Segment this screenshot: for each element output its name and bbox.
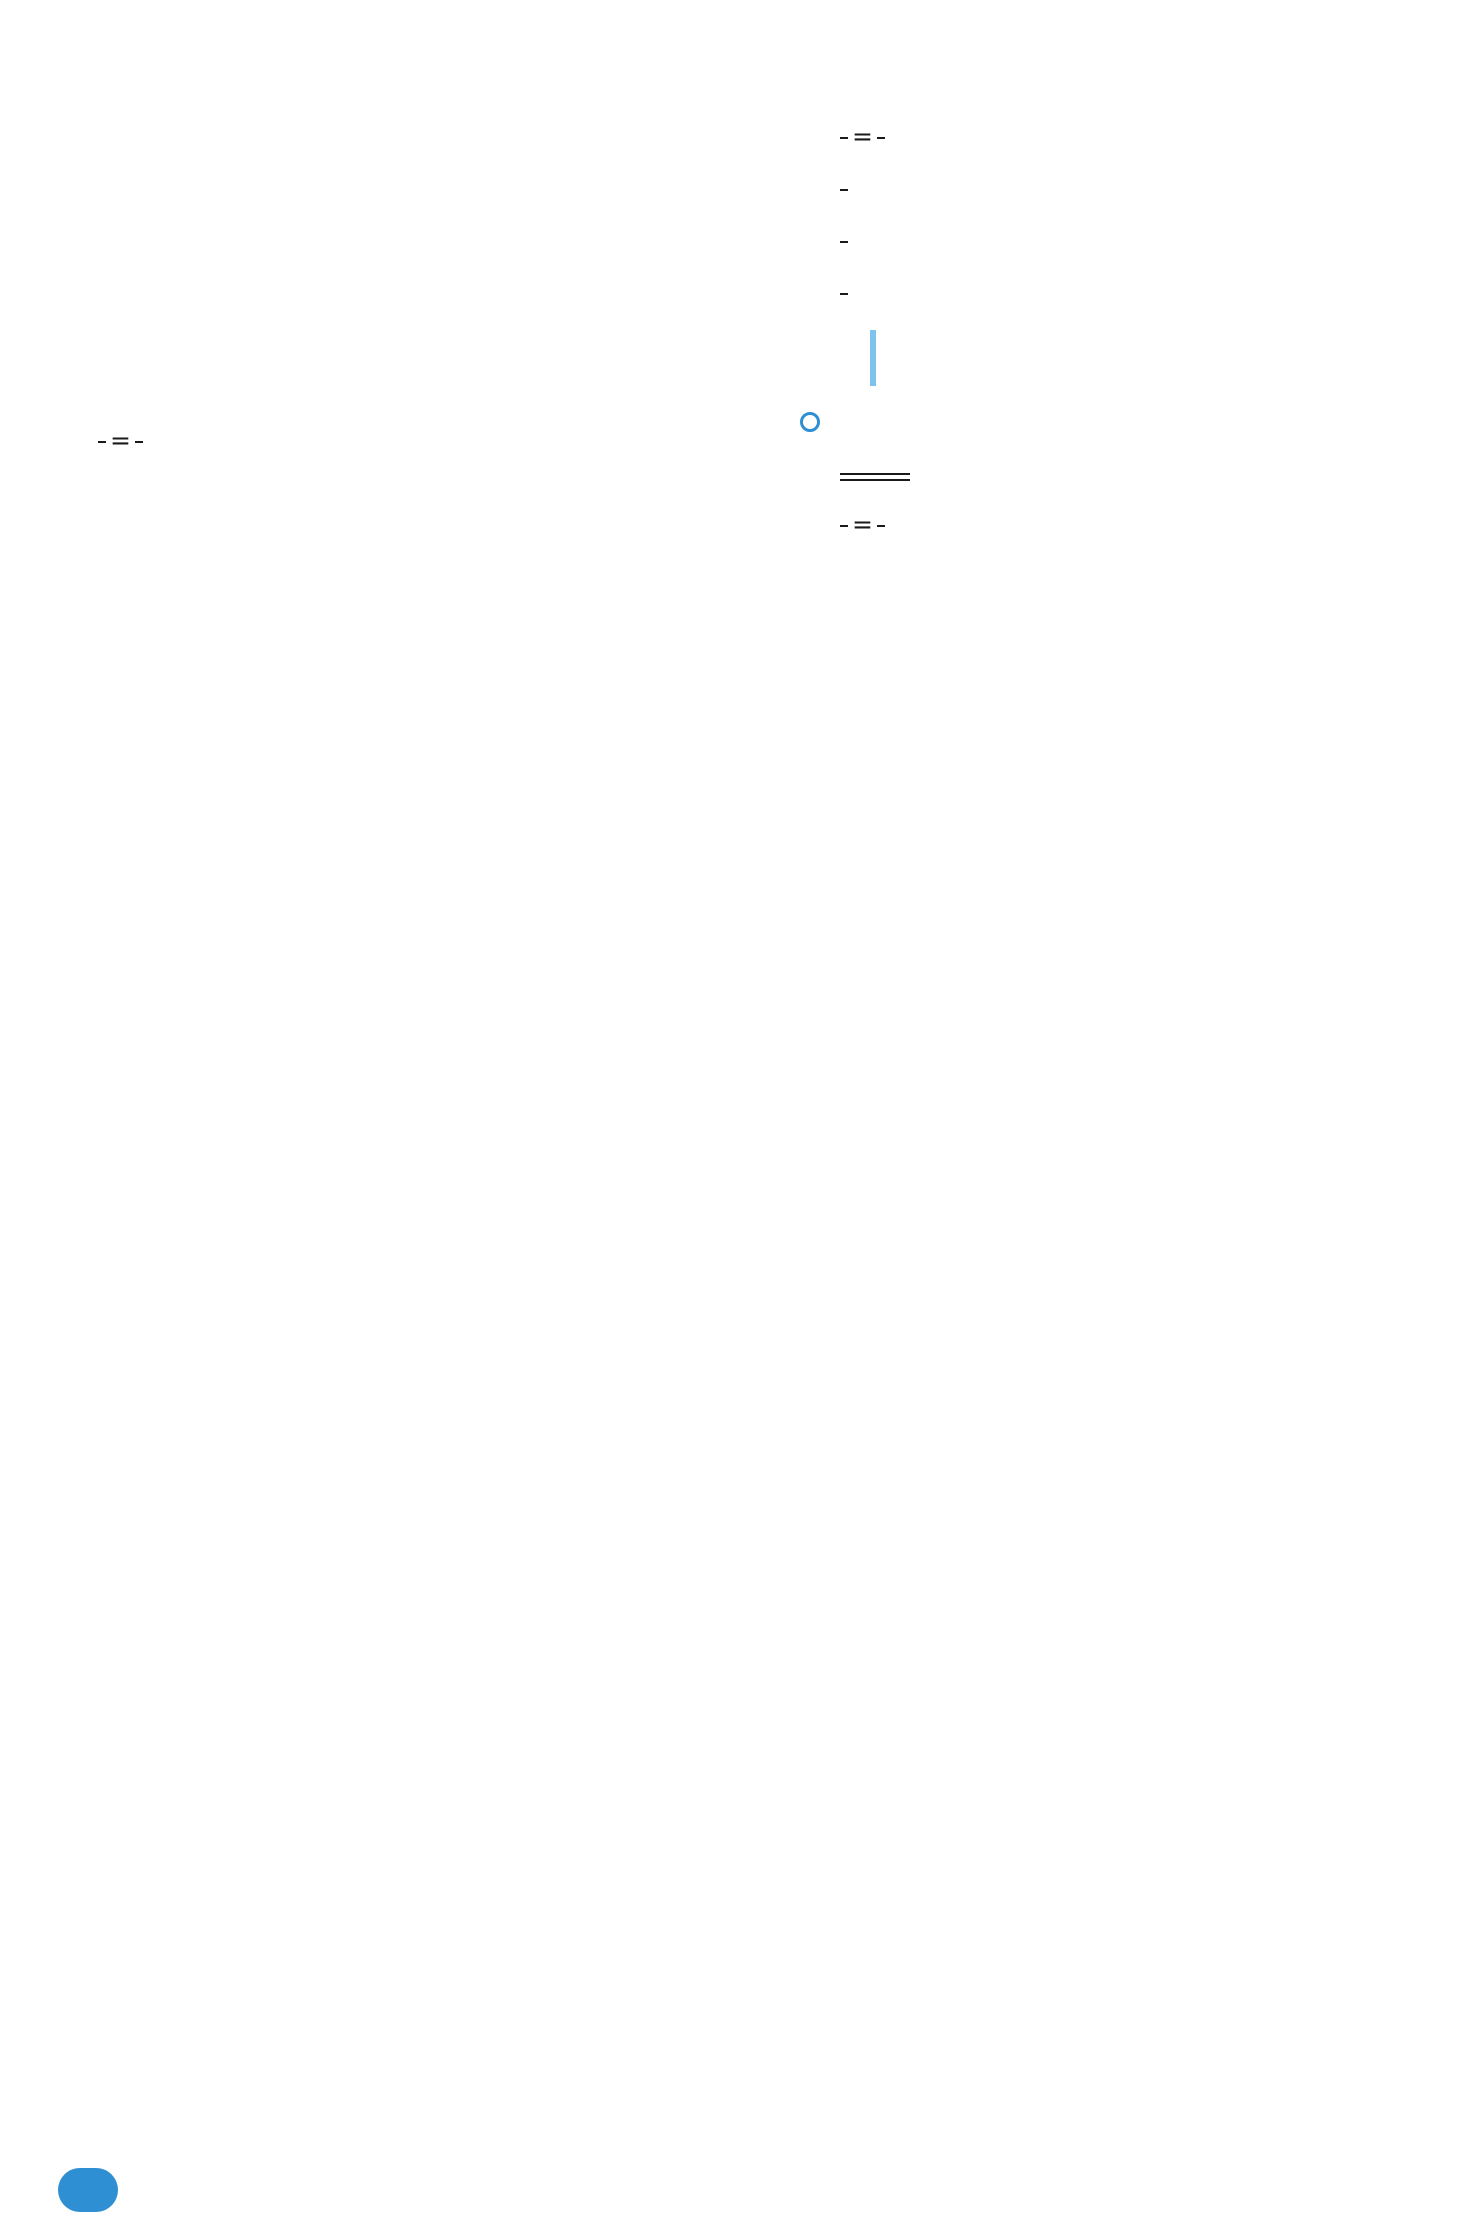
nacl-chart (58, 108, 744, 418)
right-column (800, 108, 1440, 554)
q29-part3-8 (800, 270, 1440, 316)
section-banner (800, 330, 1440, 386)
fraction (840, 137, 848, 139)
fraction (840, 525, 848, 527)
fraction (877, 137, 885, 139)
nacl-chart-svg (58, 108, 744, 418)
left-column (58, 108, 744, 464)
q28-analysis-12: = (58, 418, 744, 464)
module-bullet-icon (800, 412, 820, 432)
example-1-equation (800, 450, 1440, 496)
fraction (98, 441, 106, 443)
fraction (135, 441, 143, 443)
fraction (877, 525, 885, 527)
module-heading (800, 396, 1440, 446)
fraction (840, 189, 848, 191)
fraction (840, 241, 848, 243)
condition-equals (840, 465, 910, 481)
fraction (840, 293, 848, 295)
q29-proportion: = (800, 114, 1440, 160)
q29-part3-6 (800, 166, 1440, 212)
page-number-badge (58, 2168, 118, 2212)
q29-part3-7 (800, 218, 1440, 264)
example-1-proportion: = (800, 502, 1440, 548)
